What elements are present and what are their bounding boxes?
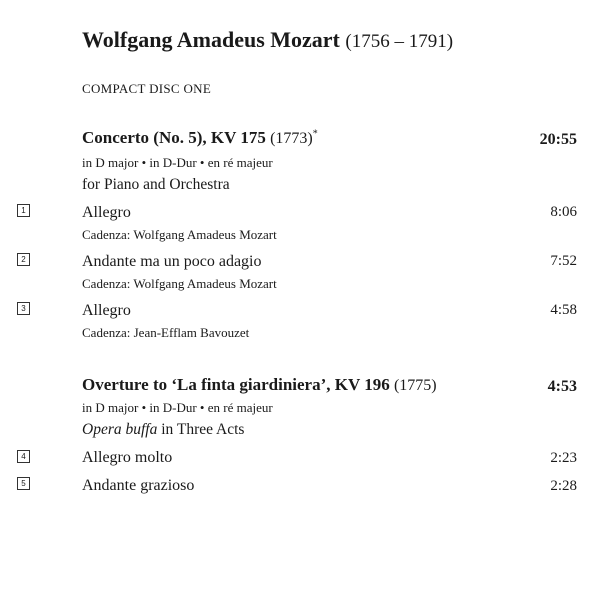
cadenza-credit: Cadenza: Wolfgang Amadeus Mozart — [82, 276, 277, 291]
disc-label: COMPACT DISC ONE — [82, 81, 212, 96]
movement-title: Andante grazioso — [82, 477, 195, 494]
footnote-marker: * — [312, 128, 318, 140]
movement-duration: 2:23 — [550, 450, 577, 466]
composer-dates: (1756 – 1791) — [345, 31, 454, 52]
cadenza-credit: Cadenza: Jean-Efflam Bavouzet — [82, 325, 250, 340]
track-number: 5 — [17, 477, 30, 490]
movement-title: Allegro molto — [82, 449, 173, 466]
work-genre — [82, 421, 244, 439]
movement-title: Allegro — [82, 302, 131, 319]
movement-duration: 7:52 — [550, 253, 577, 269]
work-genre-italic: Opera buffa — [82, 421, 158, 438]
work-duration: 20:55 — [539, 131, 577, 148]
work-keys: in D major • in D-Dur • en ré majeur — [82, 155, 273, 170]
movement-title: Allegro — [82, 204, 131, 221]
composer-name: Wolfgang Amadeus Mozart — [82, 27, 340, 52]
composer-heading — [82, 27, 453, 53]
work-title-text: Concerto (No. 5), KV 175 — [82, 128, 266, 147]
track-number: 4 — [17, 450, 30, 463]
work-title — [82, 128, 318, 148]
work-year: (1773) — [270, 130, 313, 147]
work-year: (1775) — [393, 377, 437, 394]
track-number: 2 — [17, 253, 30, 266]
work-keys: in D major • in D-Dur • en ré majeur — [82, 400, 273, 415]
work-duration: 4:53 — [547, 378, 577, 395]
work-genre-rest: in Three Acts — [157, 421, 245, 438]
movement-duration: 4:58 — [550, 302, 577, 318]
track-number: 1 — [17, 204, 30, 217]
movement-title: Andante ma un poco adagio — [82, 253, 262, 270]
work-genre: for Piano and Orchestra — [82, 176, 230, 193]
work-title — [82, 375, 437, 395]
track-number: 3 — [17, 302, 30, 315]
work-title-text: Overture to ‘La finta giardiniera’, KV 196 — [82, 375, 390, 394]
cadenza-credit: Cadenza: Wolfgang Amadeus Mozart — [82, 227, 277, 242]
movement-duration: 2:28 — [550, 478, 577, 494]
movement-duration: 8:06 — [550, 204, 577, 220]
